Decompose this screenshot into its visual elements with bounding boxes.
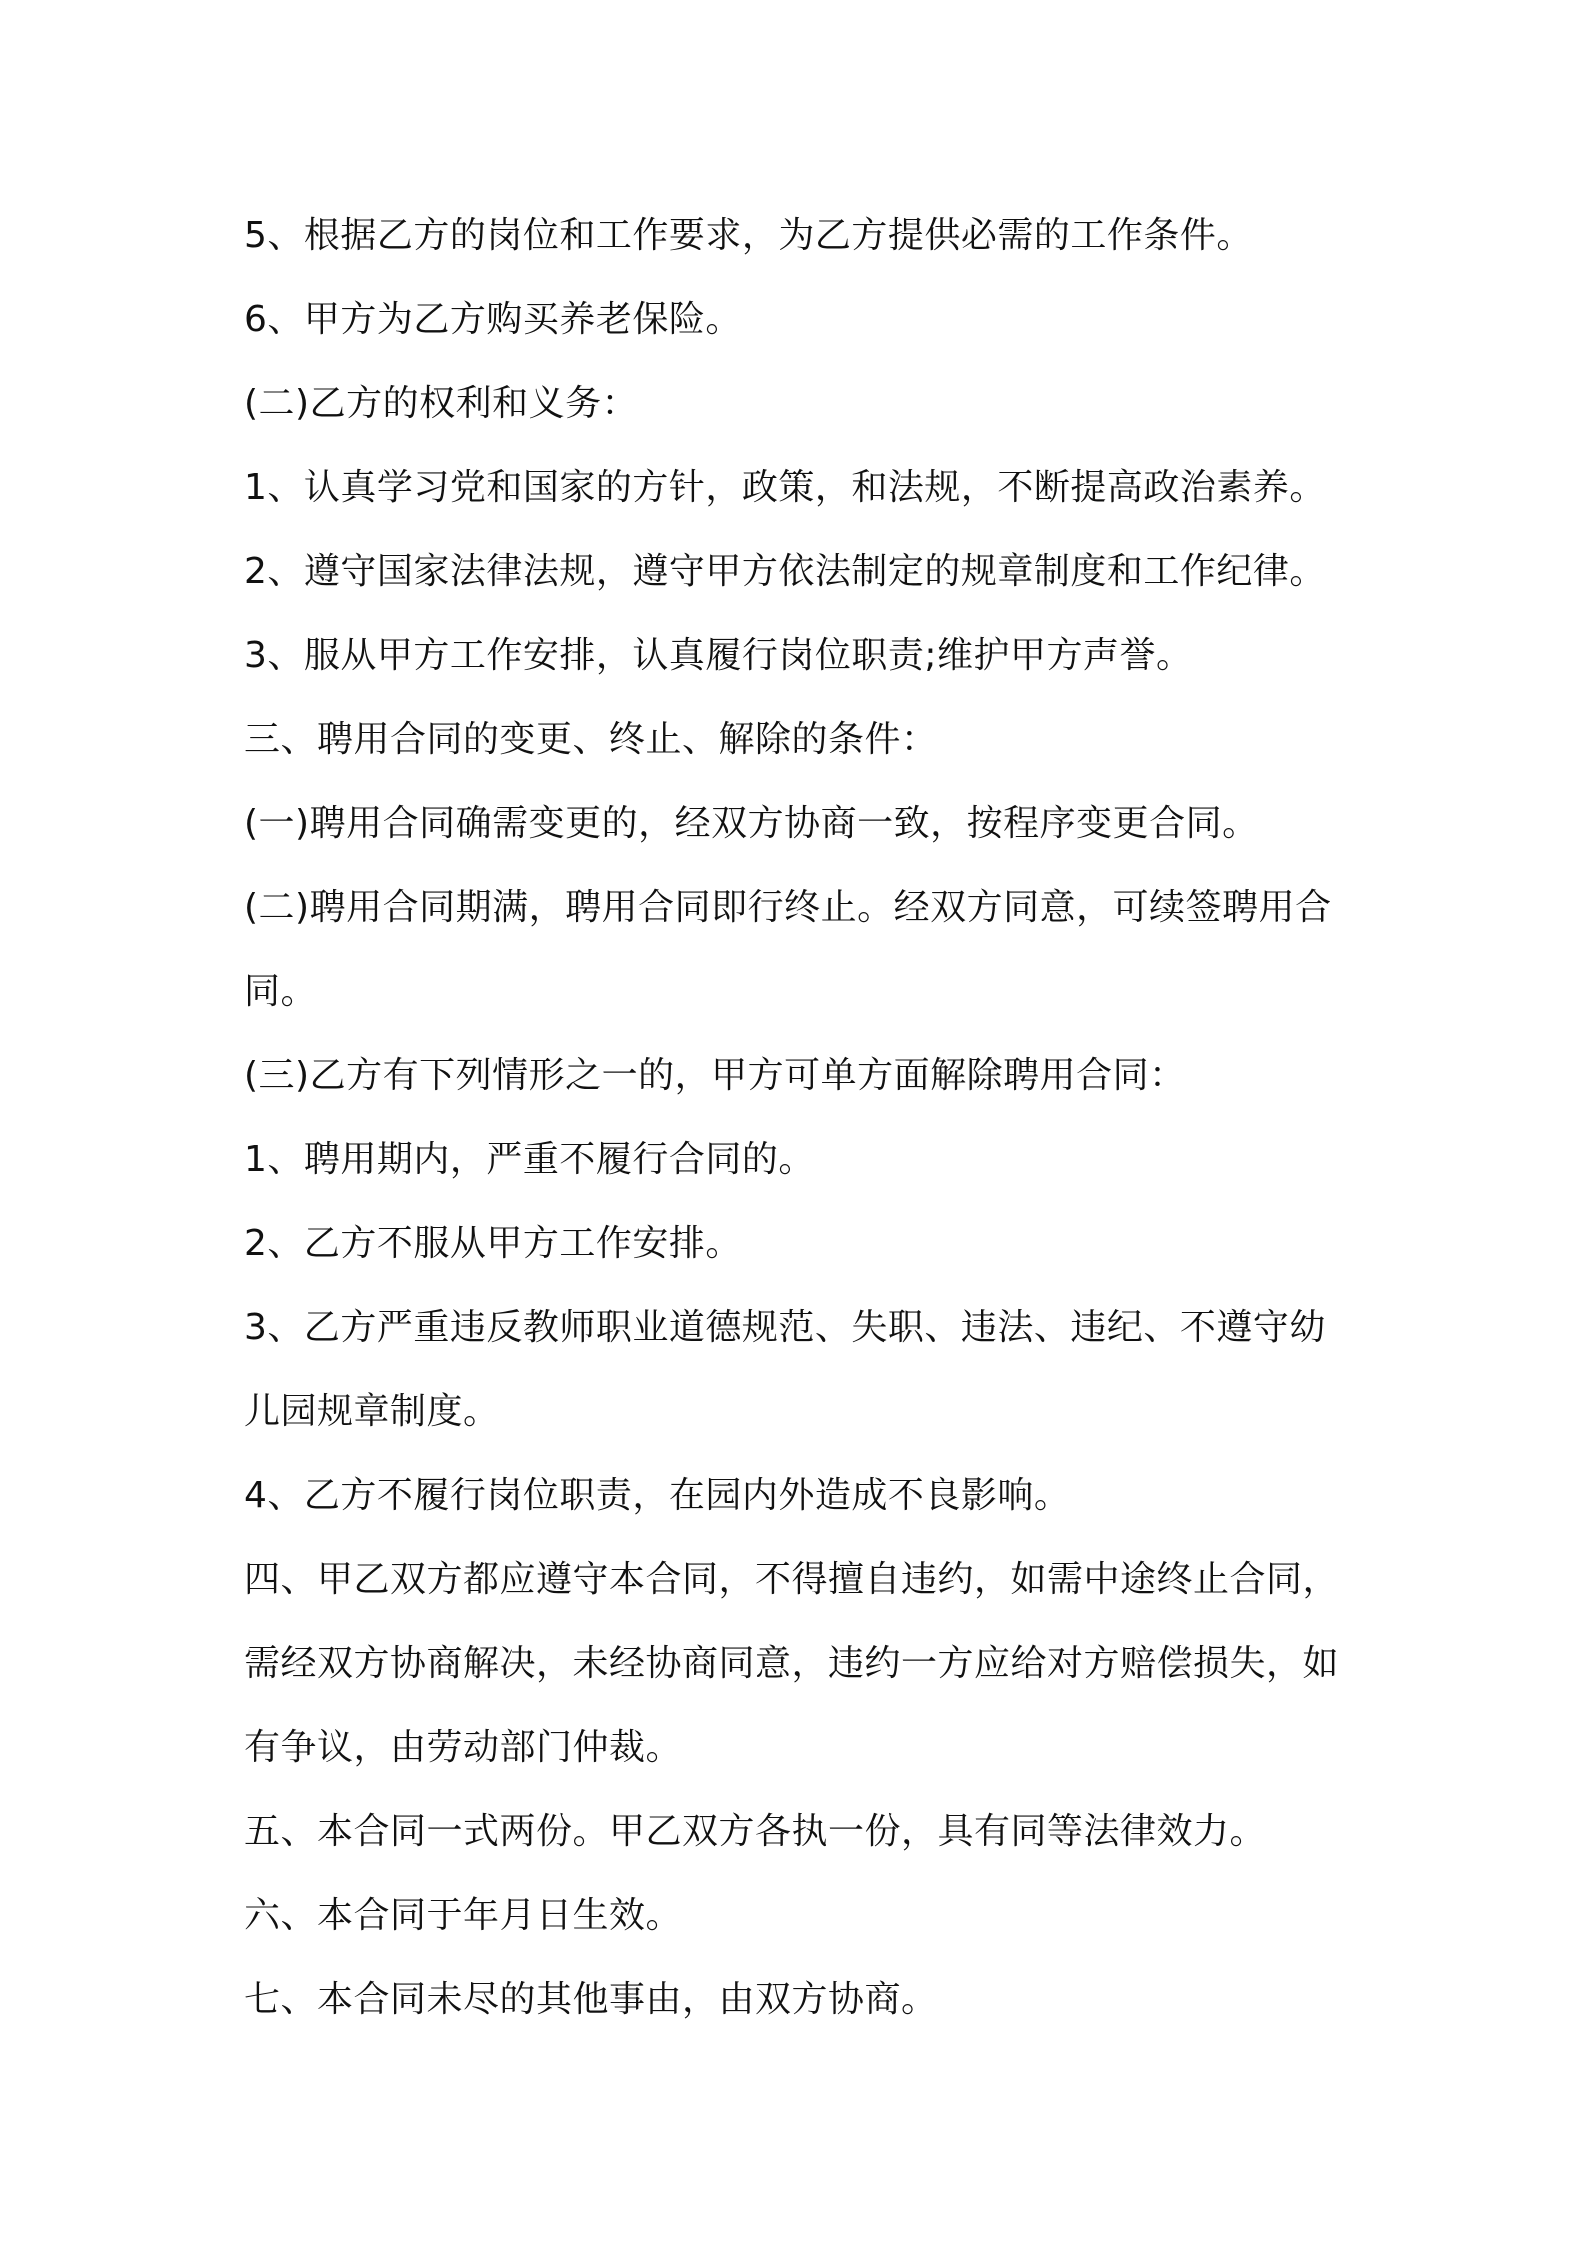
section-heading: 三、聘用合同的变更、终止、解除的条件： bbox=[244, 719, 938, 760]
section-heading: (二)乙方的权利和义务： bbox=[244, 383, 639, 424]
clause-line: 3、乙方严重违反教师职业道德规范、失职、违法、违纪、不遵守幼 bbox=[244, 1307, 1326, 1348]
clause-line-continuation: 儿园规章制度。 bbox=[244, 1391, 500, 1432]
clause-line: 3、服从甲方工作安排，认真履行岗位职责;维护甲方声誉。 bbox=[244, 635, 1193, 676]
clause-line-continuation: 同。 bbox=[244, 971, 318, 1012]
clause-line: 6、甲方为乙方购买养老保险。 bbox=[244, 299, 742, 340]
section-line: 四、甲乙双方都应遵守本合同，不得擅自违约，如需中途终止合同， bbox=[244, 1559, 1340, 1600]
section-line: 七、本合同未尽的其他事由，由双方协商。 bbox=[244, 1979, 938, 2020]
clause-line: 1、认真学习党和国家的方针，政策，和法规，不断提高政治素养。 bbox=[244, 467, 1326, 508]
clause-line: 4、乙方不履行岗位职责，在园内外造成不良影响。 bbox=[244, 1475, 1071, 1516]
clause-line: 2、遵守国家法律法规，遵守甲方依法制定的规章制度和工作纪律。 bbox=[244, 551, 1326, 592]
section-line: 六、本合同于年月日生效。 bbox=[244, 1895, 683, 1936]
section-line-continuation: 有争议，由劳动部门仲裁。 bbox=[244, 1727, 683, 1768]
section-line-continuation: 需经双方协商解决，未经协商同意，违约一方应给对方赔偿损失，如 bbox=[244, 1643, 1340, 1684]
clause-line: 5、根据乙方的岗位和工作要求，为乙方提供必需的工作条件。 bbox=[244, 215, 1253, 256]
clause-line: 2、乙方不服从甲方工作安排。 bbox=[244, 1223, 742, 1264]
document-body bbox=[244, 194, 1364, 2042]
section-heading: (三)乙方有下列情形之一的，甲方可单方面解除聘用合同： bbox=[244, 1055, 1186, 1096]
section-line: 五、本合同一式两份。甲乙双方各执一份，具有同等法律效力。 bbox=[244, 1811, 1267, 1852]
clause-line: (一)聘用合同确需变更的，经双方协商一致，按程序变更合同。 bbox=[244, 803, 1259, 844]
clause-line: 1、聘用期内，严重不履行合同的。 bbox=[244, 1139, 815, 1180]
clause-line: (二)聘用合同期满，聘用合同即行终止。经双方同意，可续签聘用合 bbox=[244, 887, 1332, 928]
